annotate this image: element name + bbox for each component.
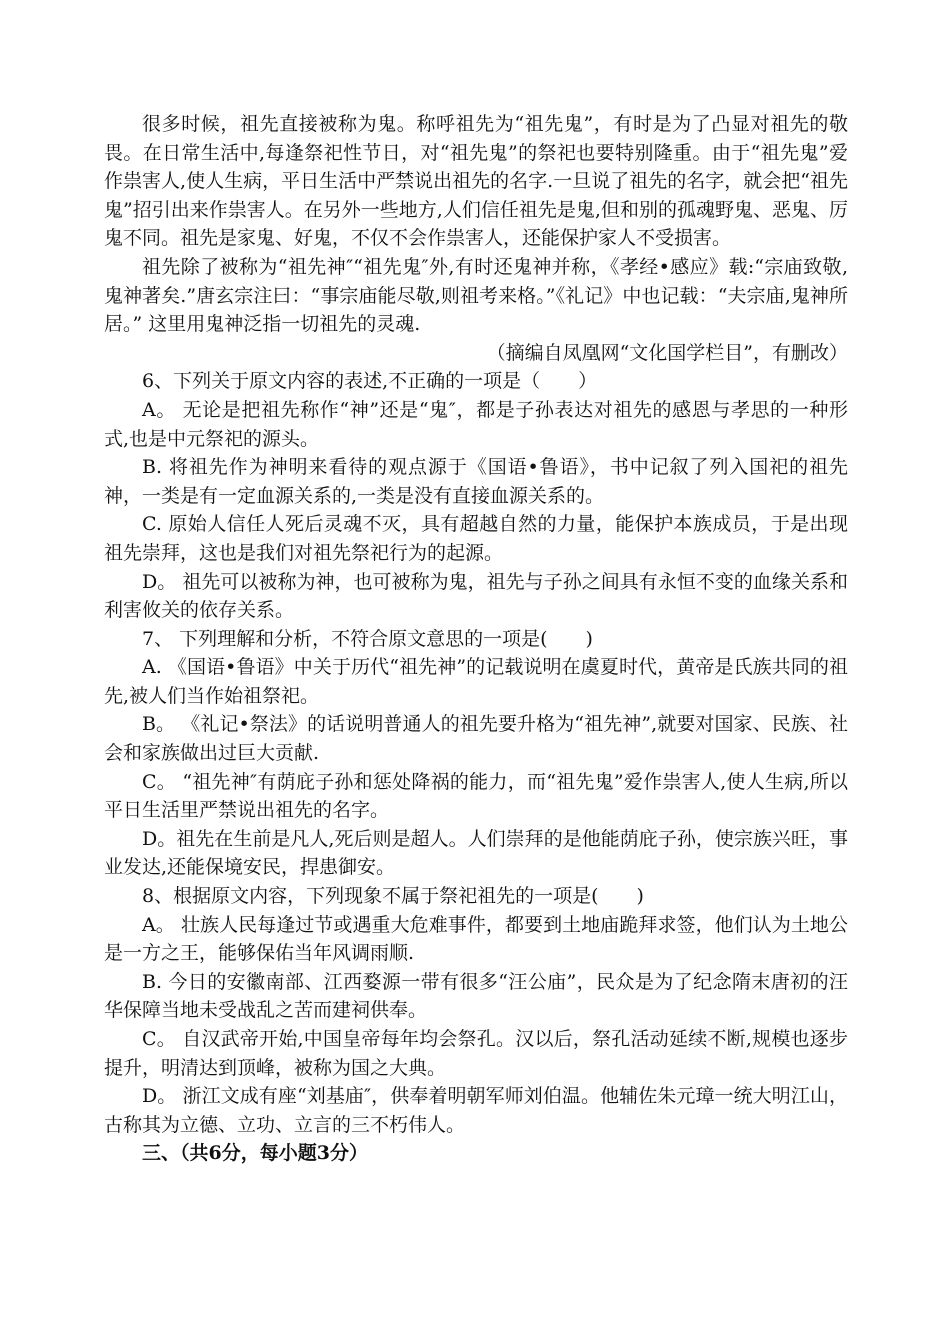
passage-paragraph: 祖先除了被称为“祖先神″“祖先鬼″外,有时还鬼神并称，《孝经•感应》载:“宗庙致敬,鬼神著矣.”唐玄宗注曰：“事宗庙能尽敬,则祖考来格。”《礼记》中也记载：“夫宗庙,鬼神所居。” 这里用鬼神泛指一切祖先的灵魂. bbox=[104, 255, 848, 336]
question-7-option-c: C。 “祖先神″有荫庇子孙和惩处降祸的能力，而“祖先鬼”爱作祟害人,使人生病,所以平日生活里严禁说出祖先的名字。 bbox=[104, 770, 848, 822]
question-7-option-b: B。 《礼记•祭法》的话说明普通人的祖先要升格为“祖先神”,就要对国家、民族、社会和家族做出过巨大贡献. bbox=[104, 713, 848, 765]
document-body bbox=[104, 110, 848, 1168]
question-8-option-a: A。 壮族人民每逢过节或遇重大危难事件，都要到土地庙跪拜求签，他们认为土地公是一方之王，能够保佑当年风调雨顺. bbox=[104, 913, 848, 965]
question-6-stem: 6、下列关于原文内容的表述,不正确的一项是（ ） bbox=[142, 370, 598, 393]
source-note: （摘编自凤凰网“文化国学栏目”，有删改） bbox=[486, 341, 848, 364]
passage-paragraph: 很多时候，祖先直接被称为鬼。称呼祖先为“祖先鬼”，有时是为了凸显对祖先的敬畏。在日常生活中,每逢祭祀性节日，对“祖先鬼”的祭祀也要特别隆重。由于“祖先鬼”爱作祟害人,使人生病，平日生活中严禁说出祖先的名字.一旦说了祖先的名字，就会把“祖先鬼”招引出来作祟害人。在另外一些地方,人们信任祖先是鬼,但和别的孤魂野鬼、恶鬼、厉鬼不同。祖先是家鬼、好鬼，不仅不会作祟害人，还能保护家人不受损害。 bbox=[104, 113, 848, 250]
question-6-option-d: D。 祖先可以被称为神，也可被称为鬼，祖先与子孙之间具有永恒不变的血缘关系和利害攸关的依存关系。 bbox=[104, 570, 848, 622]
question-7-option-a: A. 《国语•鲁语》中关于历代“祖先神”的记载说明在虞夏时代，黄帝是氏族共同的祖先,被人们当作始祖祭祀。 bbox=[104, 656, 848, 707]
question-8-stem: 8、根据原文内容，下列现象不属于祭祀祖先的一项是( ) bbox=[142, 885, 644, 908]
question-7-stem: 7、 下列理解和分析，不符合原文意思的一项是( ) bbox=[142, 627, 593, 650]
question-8-option-b: B. 今日的安徽南部、江西婺源一带有很多“汪公庙”，民众是为了纪念隋末唐初的汪华保障当地未受战乱之苦而建祠供奉。 bbox=[104, 970, 848, 1022]
question-6-option-c: C. 原始人信任人死后灵魂不灭，具有超越自然的力量，能保护本族成员，于是出现祖先崇拜，这也是我们对祖先祭祀行为的起源。 bbox=[104, 513, 848, 564]
question-8-option-d: D。 浙江文成有座“刘基庙″，供奉着明朝军师刘伯温。他辅佐朱元璋一统大明江山，古称其为立德、立功、立言的三不朽伟人。 bbox=[104, 1085, 848, 1136]
question-8-option-c: C。 自汉武帝开始,中国皇帝每年均会祭孔。汉以后，祭孔活动延续不断,规模也逐步提升，明清达到顶峰，被称为国之大典。 bbox=[104, 1028, 848, 1079]
section-heading: 三、（共6分，每小题3分） bbox=[142, 1142, 368, 1165]
question-7-option-d: D。祖先在生前是凡人,死后则是超人。人们崇拜的是他能荫庇子孙，使宗族兴旺，事业发达,还能保境安民，捍患御安。 bbox=[104, 827, 848, 879]
question-6-option-b: B. 将祖先作为神明来看待的观点源于《国语•鲁语》，书中记叙了列入国祀的祖先神，一类是有一定血源关系的,一类是没有直接血源关系的。 bbox=[104, 456, 848, 507]
question-6-option-a: A。 无论是把祖先称作“神”还是“鬼″，都是子孙表达对祖先的感恩与孝思的一种形式,也是中元祭祀的源头。 bbox=[104, 398, 848, 450]
